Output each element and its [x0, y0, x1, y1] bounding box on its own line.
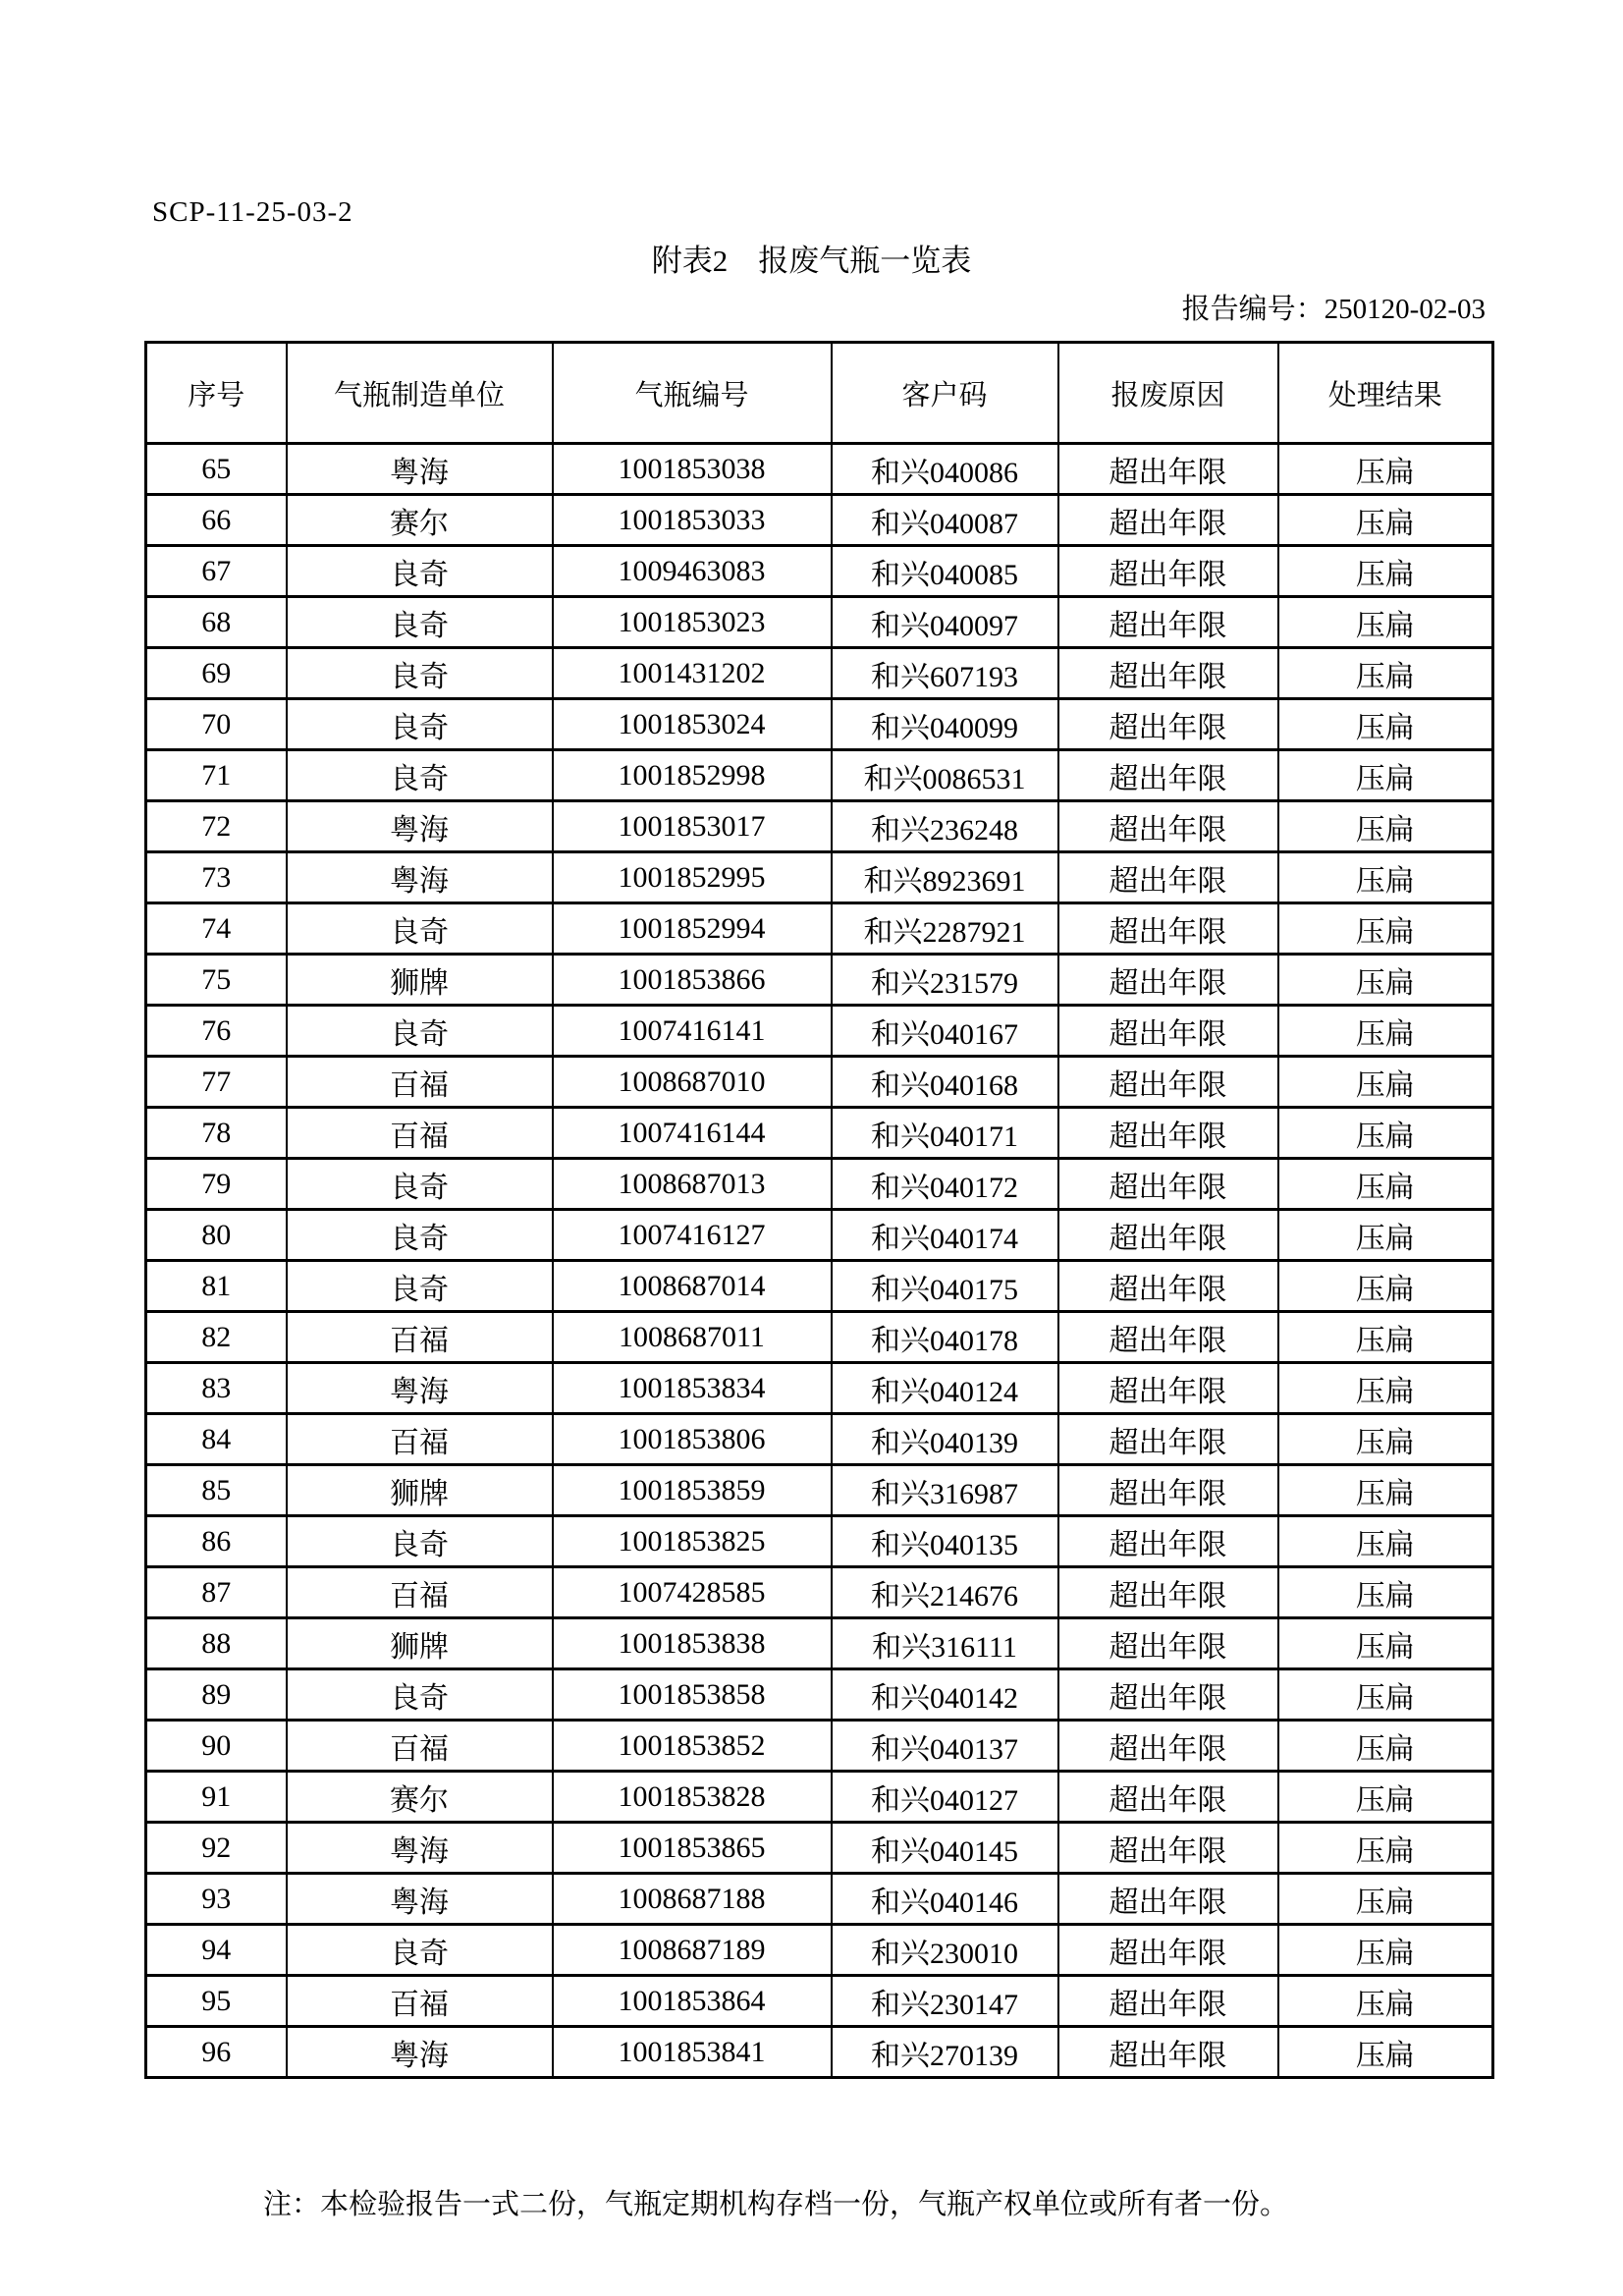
cell-customer-code: 和兴270139: [832, 2027, 1058, 2078]
cell-manufacturer: 粤海: [287, 1823, 553, 1874]
cell-serial-no: 76: [146, 1006, 287, 1057]
table-row: [146, 597, 1493, 648]
cell-serial-no: 85: [146, 1465, 287, 1516]
cell-cylinder-no: 1007416141: [553, 1006, 832, 1057]
cell-cylinder-no: 1007416127: [553, 1210, 832, 1261]
cell-manufacturer: 良奇: [287, 1261, 553, 1312]
cell-serial-no: 75: [146, 955, 287, 1006]
column-header-manufacturer: 气瓶制造单位: [287, 343, 553, 444]
cell-scrap-reason: 超出年限: [1058, 1618, 1278, 1669]
cell-disposal-result: 压扁: [1278, 801, 1493, 852]
cell-serial-no: 92: [146, 1823, 287, 1874]
cell-manufacturer: 百福: [287, 1976, 553, 2027]
cell-serial-no: 89: [146, 1669, 287, 1721]
cell-scrap-reason: 超出年限: [1058, 546, 1278, 597]
column-header-disposal-result: 处理结果: [1278, 343, 1493, 444]
cell-disposal-result: 压扁: [1278, 1925, 1493, 1976]
cell-cylinder-no: 1001853017: [553, 801, 832, 852]
table-row: [146, 1925, 1493, 1976]
cell-manufacturer: 百福: [287, 1057, 553, 1108]
cell-manufacturer: 狮牌: [287, 1465, 553, 1516]
table-row: [146, 1772, 1493, 1823]
cell-scrap-reason: 超出年限: [1058, 1721, 1278, 1772]
table-row: [146, 1261, 1493, 1312]
cell-manufacturer: 百福: [287, 1414, 553, 1465]
cell-disposal-result: 压扁: [1278, 1006, 1493, 1057]
cell-cylinder-no: 1008687014: [553, 1261, 832, 1312]
table-row: [146, 750, 1493, 801]
cell-manufacturer: 百福: [287, 1567, 553, 1618]
cell-customer-code: 和兴040146: [832, 1874, 1058, 1925]
cell-customer-code: 和兴2287921: [832, 903, 1058, 955]
cell-cylinder-no: 1001853828: [553, 1772, 832, 1823]
table-row: [146, 1210, 1493, 1261]
cell-disposal-result: 压扁: [1278, 699, 1493, 750]
cell-cylinder-no: 1001852994: [553, 903, 832, 955]
cell-scrap-reason: 超出年限: [1058, 1874, 1278, 1925]
cell-customer-code: 和兴040124: [832, 1363, 1058, 1414]
cell-manufacturer: 良奇: [287, 546, 553, 597]
cell-manufacturer: 良奇: [287, 597, 553, 648]
cell-customer-code: 和兴040099: [832, 699, 1058, 750]
cell-manufacturer: 良奇: [287, 1925, 553, 1976]
cell-scrap-reason: 超出年限: [1058, 750, 1278, 801]
table-row: [146, 444, 1493, 495]
cell-scrap-reason: 超出年限: [1058, 1159, 1278, 1210]
cell-manufacturer: 百福: [287, 1312, 553, 1363]
doc-code: SCP-11-25-03-2: [152, 196, 353, 228]
cell-scrap-reason: 超出年限: [1058, 1312, 1278, 1363]
column-header-cylinder-no: 气瓶编号: [553, 343, 832, 444]
table-header-row: [146, 343, 1493, 444]
report-number: 报告编号：250120-02-03: [1181, 294, 1486, 325]
cell-disposal-result: 压扁: [1278, 1669, 1493, 1721]
cell-scrap-reason: 超出年限: [1058, 1772, 1278, 1823]
cell-customer-code: 和兴8923691: [832, 852, 1058, 903]
table-row: [146, 1465, 1493, 1516]
cell-cylinder-no: 1008687013: [553, 1159, 832, 1210]
cell-cylinder-no: 1001853838: [553, 1618, 832, 1669]
cell-manufacturer: 良奇: [287, 648, 553, 699]
table-row: [146, 1976, 1493, 2027]
cell-scrap-reason: 超出年限: [1058, 495, 1278, 546]
cell-scrap-reason: 超出年限: [1058, 903, 1278, 955]
cell-manufacturer: 粤海: [287, 852, 553, 903]
cell-serial-no: 87: [146, 1567, 287, 1618]
table-row: [146, 1567, 1493, 1618]
cell-disposal-result: 压扁: [1278, 955, 1493, 1006]
table-row: [146, 1108, 1493, 1159]
cell-manufacturer: 良奇: [287, 750, 553, 801]
cell-disposal-result: 压扁: [1278, 648, 1493, 699]
cell-cylinder-no: 1001853841: [553, 2027, 832, 2078]
cell-cylinder-no: 1008687010: [553, 1057, 832, 1108]
cell-cylinder-no: 1001852998: [553, 750, 832, 801]
cell-customer-code: 和兴040097: [832, 597, 1058, 648]
cell-serial-no: 91: [146, 1772, 287, 1823]
cell-manufacturer: 粤海: [287, 801, 553, 852]
table-row: [146, 1414, 1493, 1465]
cell-customer-code: 和兴040174: [832, 1210, 1058, 1261]
cell-serial-no: 73: [146, 852, 287, 903]
cell-manufacturer: 粤海: [287, 1874, 553, 1925]
cell-customer-code: 和兴040145: [832, 1823, 1058, 1874]
cell-customer-code: 和兴040172: [832, 1159, 1058, 1210]
cell-serial-no: 79: [146, 1159, 287, 1210]
cell-scrap-reason: 超出年限: [1058, 699, 1278, 750]
cell-scrap-reason: 超出年限: [1058, 1925, 1278, 1976]
cell-serial-no: 88: [146, 1618, 287, 1669]
cell-disposal-result: 压扁: [1278, 1772, 1493, 1823]
cell-cylinder-no: 1001853865: [553, 1823, 832, 1874]
cell-customer-code: 和兴040178: [832, 1312, 1058, 1363]
table-row: [146, 1669, 1493, 1721]
cell-customer-code: 和兴230147: [832, 1976, 1058, 2027]
table-row: [146, 1006, 1493, 1057]
table-row: [146, 1057, 1493, 1108]
cell-cylinder-no: 1001853825: [553, 1516, 832, 1567]
cell-customer-code: 和兴0086531: [832, 750, 1058, 801]
cell-disposal-result: 压扁: [1278, 1618, 1493, 1669]
table-row: [146, 648, 1493, 699]
page-title: 附表2 报废气瓶一览表: [651, 244, 972, 278]
cell-customer-code: 和兴040085: [832, 546, 1058, 597]
cell-serial-no: 80: [146, 1210, 287, 1261]
cell-serial-no: 72: [146, 801, 287, 852]
cell-scrap-reason: 超出年限: [1058, 1057, 1278, 1108]
cell-customer-code: 和兴316111: [832, 1618, 1058, 1669]
cell-customer-code: 和兴040175: [832, 1261, 1058, 1312]
cell-serial-no: 86: [146, 1516, 287, 1567]
cell-serial-no: 78: [146, 1108, 287, 1159]
table-row: [146, 1312, 1493, 1363]
cell-manufacturer: 赛尔: [287, 495, 553, 546]
cell-serial-no: 67: [146, 546, 287, 597]
cell-customer-code: 和兴040137: [832, 1721, 1058, 1772]
cell-serial-no: 82: [146, 1312, 287, 1363]
cell-manufacturer: 赛尔: [287, 1772, 553, 1823]
cell-customer-code: 和兴040171: [832, 1108, 1058, 1159]
table-row: [146, 699, 1493, 750]
cell-scrap-reason: 超出年限: [1058, 1567, 1278, 1618]
cell-disposal-result: 压扁: [1278, 597, 1493, 648]
cell-serial-no: 65: [146, 444, 287, 495]
cell-disposal-result: 压扁: [1278, 1312, 1493, 1363]
cell-serial-no: 77: [146, 1057, 287, 1108]
cell-cylinder-no: 1001853038: [553, 444, 832, 495]
cell-manufacturer: 良奇: [287, 699, 553, 750]
cell-customer-code: 和兴040127: [832, 1772, 1058, 1823]
cell-manufacturer: 良奇: [287, 1006, 553, 1057]
cell-disposal-result: 压扁: [1278, 1823, 1493, 1874]
cell-serial-no: 94: [146, 1925, 287, 1976]
cell-disposal-result: 压扁: [1278, 1363, 1493, 1414]
table-row: [146, 852, 1493, 903]
table-row: [146, 495, 1493, 546]
cell-manufacturer: 粤海: [287, 1363, 553, 1414]
cell-manufacturer: 百福: [287, 1721, 553, 1772]
cell-serial-no: 83: [146, 1363, 287, 1414]
cell-scrap-reason: 超出年限: [1058, 1414, 1278, 1465]
cell-scrap-reason: 超出年限: [1058, 2027, 1278, 2078]
cell-manufacturer: 良奇: [287, 1159, 553, 1210]
cell-disposal-result: 压扁: [1278, 1465, 1493, 1516]
cell-cylinder-no: 1008687011: [553, 1312, 832, 1363]
cell-disposal-result: 压扁: [1278, 1721, 1493, 1772]
cell-manufacturer: 粤海: [287, 2027, 553, 2078]
cell-disposal-result: 压扁: [1278, 750, 1493, 801]
cell-scrap-reason: 超出年限: [1058, 1363, 1278, 1414]
cell-manufacturer: 粤海: [287, 444, 553, 495]
cell-disposal-result: 压扁: [1278, 1874, 1493, 1925]
cell-cylinder-no: 1001853024: [553, 699, 832, 750]
cell-scrap-reason: 超出年限: [1058, 955, 1278, 1006]
cell-disposal-result: 压扁: [1278, 1261, 1493, 1312]
cell-cylinder-no: 1008687189: [553, 1925, 832, 1976]
cell-disposal-result: 压扁: [1278, 2027, 1493, 2078]
cell-serial-no: 93: [146, 1874, 287, 1925]
cell-cylinder-no: 1001853806: [553, 1414, 832, 1465]
cell-cylinder-no: 1007416144: [553, 1108, 832, 1159]
cell-disposal-result: 压扁: [1278, 1108, 1493, 1159]
footer-note: 注：本检验报告一式二份，气瓶定期机构存档一份，气瓶产权单位或所有者一份。: [263, 2189, 1289, 2220]
cell-customer-code: 和兴316987: [832, 1465, 1058, 1516]
cell-customer-code: 和兴040167: [832, 1006, 1058, 1057]
cell-scrap-reason: 超出年限: [1058, 1976, 1278, 2027]
cell-serial-no: 66: [146, 495, 287, 546]
cell-serial-no: 69: [146, 648, 287, 699]
cell-cylinder-no: 1008687188: [553, 1874, 832, 1925]
cell-serial-no: 68: [146, 597, 287, 648]
cell-customer-code: 和兴236248: [832, 801, 1058, 852]
table-row: [146, 1874, 1493, 1925]
cell-serial-no: 74: [146, 903, 287, 955]
table-row: [146, 1721, 1493, 1772]
cell-disposal-result: 压扁: [1278, 1414, 1493, 1465]
cylinder-table-body: [146, 444, 1493, 2078]
table-row: [146, 1618, 1493, 1669]
cell-cylinder-no: 1009463083: [553, 546, 832, 597]
cell-scrap-reason: 超出年限: [1058, 444, 1278, 495]
cell-customer-code: 和兴230010: [832, 1925, 1058, 1976]
cell-scrap-reason: 超出年限: [1058, 1516, 1278, 1567]
table-row: [146, 1363, 1493, 1414]
cell-scrap-reason: 超出年限: [1058, 1210, 1278, 1261]
cell-disposal-result: 压扁: [1278, 1516, 1493, 1567]
cell-customer-code: 和兴214676: [832, 1567, 1058, 1618]
cell-manufacturer: 良奇: [287, 1516, 553, 1567]
cell-customer-code: 和兴040168: [832, 1057, 1058, 1108]
cell-manufacturer: 良奇: [287, 903, 553, 955]
cell-cylinder-no: 1001853858: [553, 1669, 832, 1721]
cell-disposal-result: 压扁: [1278, 444, 1493, 495]
scrapped-cylinders-table: [144, 341, 1494, 2079]
cell-manufacturer: 良奇: [287, 1210, 553, 1261]
cell-manufacturer: 狮牌: [287, 955, 553, 1006]
cell-cylinder-no: 1001852995: [553, 852, 832, 903]
cell-serial-no: 70: [146, 699, 287, 750]
cell-serial-no: 84: [146, 1414, 287, 1465]
table-row: [146, 801, 1493, 852]
cell-serial-no: 96: [146, 2027, 287, 2078]
cell-disposal-result: 压扁: [1278, 1159, 1493, 1210]
cell-serial-no: 71: [146, 750, 287, 801]
column-header-serial-no: 序号: [146, 343, 287, 444]
cell-customer-code: 和兴040086: [832, 444, 1058, 495]
cell-scrap-reason: 超出年限: [1058, 1823, 1278, 1874]
cell-serial-no: 90: [146, 1721, 287, 1772]
column-header-scrap-reason: 报废原因: [1058, 343, 1278, 444]
cell-scrap-reason: 超出年限: [1058, 1108, 1278, 1159]
cell-cylinder-no: 1001853834: [553, 1363, 832, 1414]
cell-scrap-reason: 超出年限: [1058, 1261, 1278, 1312]
cell-customer-code: 和兴040142: [832, 1669, 1058, 1721]
cell-disposal-result: 压扁: [1278, 495, 1493, 546]
column-header-customer-code: 客户码: [832, 343, 1058, 444]
cell-cylinder-no: 1001853866: [553, 955, 832, 1006]
cell-customer-code: 和兴040139: [832, 1414, 1058, 1465]
table-row: [146, 903, 1493, 955]
cell-cylinder-no: 1001853859: [553, 1465, 832, 1516]
cell-disposal-result: 压扁: [1278, 903, 1493, 955]
cell-scrap-reason: 超出年限: [1058, 801, 1278, 852]
cell-customer-code: 和兴607193: [832, 648, 1058, 699]
table-row: [146, 1159, 1493, 1210]
cell-cylinder-no: 1001853864: [553, 1976, 832, 2027]
cell-disposal-result: 压扁: [1278, 1210, 1493, 1261]
cell-manufacturer: 百福: [287, 1108, 553, 1159]
cell-disposal-result: 压扁: [1278, 852, 1493, 903]
cell-customer-code: 和兴231579: [832, 955, 1058, 1006]
cell-cylinder-no: 1007428585: [553, 1567, 832, 1618]
cell-disposal-result: 压扁: [1278, 1976, 1493, 2027]
cell-scrap-reason: 超出年限: [1058, 852, 1278, 903]
cell-customer-code: 和兴040135: [832, 1516, 1058, 1567]
cell-cylinder-no: 1001853023: [553, 597, 832, 648]
cell-cylinder-no: 1001431202: [553, 648, 832, 699]
table-row: [146, 2027, 1493, 2078]
table-row: [146, 1823, 1493, 1874]
cell-scrap-reason: 超出年限: [1058, 597, 1278, 648]
table-row: [146, 546, 1493, 597]
table-row: [146, 955, 1493, 1006]
cell-serial-no: 95: [146, 1976, 287, 2027]
cell-scrap-reason: 超出年限: [1058, 1465, 1278, 1516]
cell-manufacturer: 狮牌: [287, 1618, 553, 1669]
cell-scrap-reason: 超出年限: [1058, 1669, 1278, 1721]
cell-disposal-result: 压扁: [1278, 546, 1493, 597]
cell-cylinder-no: 1001853033: [553, 495, 832, 546]
cell-cylinder-no: 1001853852: [553, 1721, 832, 1772]
cell-scrap-reason: 超出年限: [1058, 648, 1278, 699]
cell-scrap-reason: 超出年限: [1058, 1006, 1278, 1057]
cell-disposal-result: 压扁: [1278, 1567, 1493, 1618]
cell-serial-no: 81: [146, 1261, 287, 1312]
cell-manufacturer: 良奇: [287, 1669, 553, 1721]
cell-customer-code: 和兴040087: [832, 495, 1058, 546]
cell-disposal-result: 压扁: [1278, 1057, 1493, 1108]
table-row: [146, 1516, 1493, 1567]
